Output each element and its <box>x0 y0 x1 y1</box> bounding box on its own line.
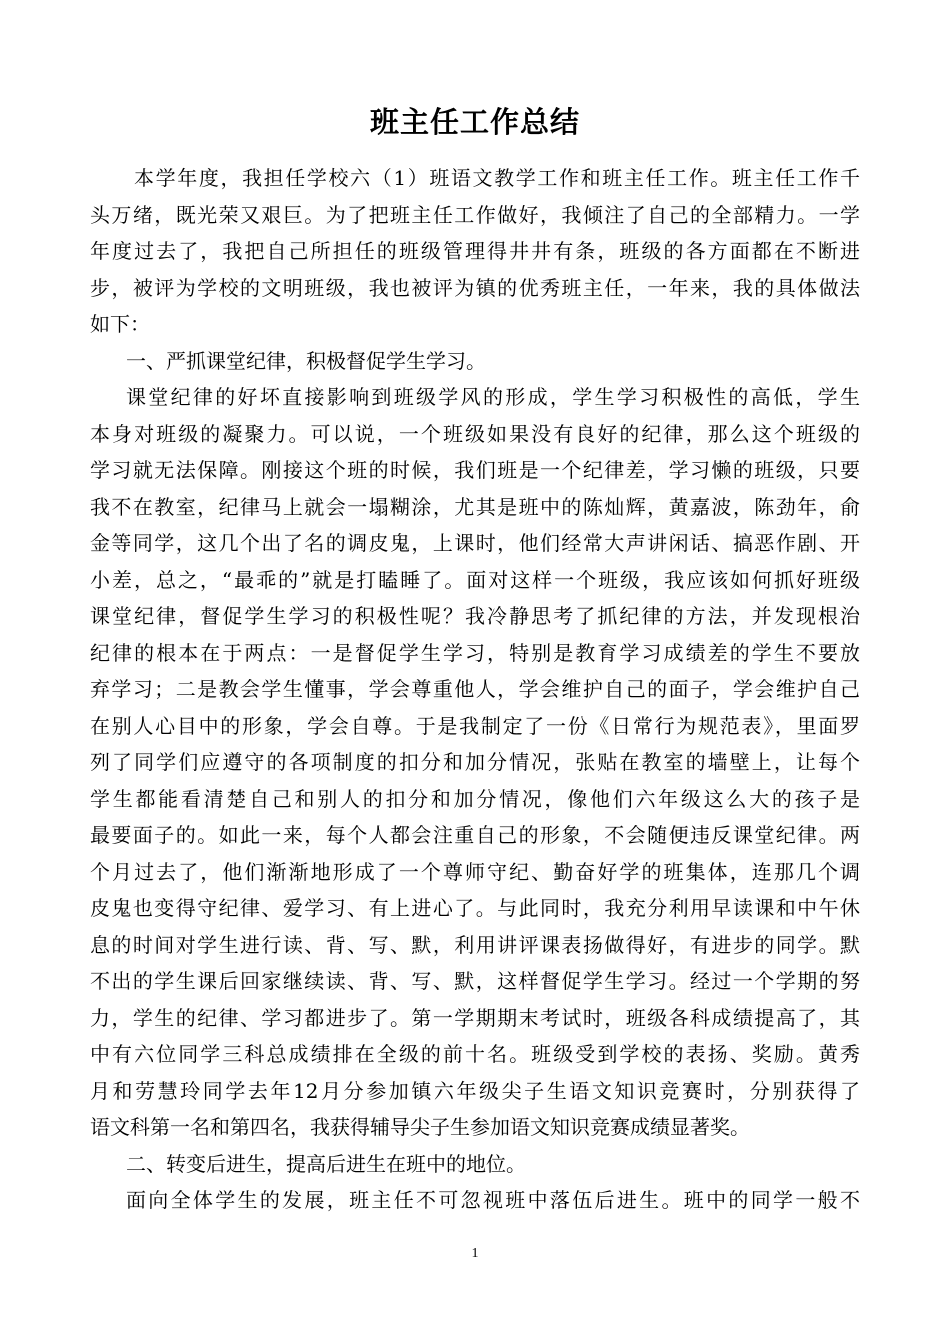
paragraph-line: 年度过去了，我把自己所担任的班级管理得井井有条，班级的各方面都在不断进 <box>90 239 860 263</box>
paragraph-line: 弃学习；二是教会学生懂事，学会尊重他人，学会维护自己的面子，学会维护自己 <box>90 677 860 701</box>
paragraph-line: 息的时间对学生进行读、背、写、默，利用讲评课表扬做得好，有进步的同学。默 <box>90 932 860 957</box>
paragraph-line: 本身对班级的凝聚力。可以说，一个班级如果没有良好的纪律，那么这个班级的 <box>90 421 860 446</box>
document-body <box>90 160 860 1219</box>
paragraph-line: 面向全体学生的发展，班主任不可忽视班中落伍后进生。班中的同学一般不 <box>126 1188 860 1212</box>
paragraph-line: 月和劳慧玲同学去年12月分参加镇六年级尖子生语文知识竞赛时，分别获得了 <box>90 1078 860 1103</box>
paragraph-line: 我不在教室，纪律马上就会一塌糊涂，尤其是班中的陈灿辉，黄嘉波，陈劲年，俞 <box>90 494 860 519</box>
paragraph-line: 列了同学们应遵守的各项制度的扣分和加分情况，张贴在教室的墙壁上，让每个 <box>90 750 860 774</box>
paragraph-line: 在别人心目中的形象，学会自尊。于是我制定了一份《日常行为规范表》，里面罗 <box>90 713 860 738</box>
paragraph-line: 纪律的根本在于两点：一是督促学生学习，特别是教育学习成绩差的学生不要放 <box>90 640 860 665</box>
section-heading: 一、严抓课堂纪律，积极督促学生学习。 <box>126 348 486 373</box>
paragraph-line: 如下： <box>90 312 150 336</box>
paragraph-line: 步，被评为学校的文明班级，我也被评为镇的优秀班主任，一年来，我的具体做法 <box>90 275 860 300</box>
paragraph-line: 学习就无法保障。刚接这个班的时候，我们班是一个纪律差，学习懒的班级，只要 <box>90 458 860 482</box>
document-title: 班主任工作总结 <box>369 105 580 139</box>
paragraph-line: 不出的学生课后回家继续读、背、写、默，这样督促学生学习。经过一个学期的努 <box>90 969 860 993</box>
paragraph-line: 皮鬼也变得守纪律、爱学习、有上进心了。与此同时，我充分利用早读课和中午休 <box>90 896 860 920</box>
page-number: 1 <box>471 1246 479 1261</box>
paragraph-line: 中有六位同学三科总成绩排在全级的前十名。班级受到学校的表扬、奖励。黄秀 <box>90 1042 860 1066</box>
paragraph-line: 本学年度，我担任学校六（1）班语文教学工作和班主任工作。班主任工作千 <box>134 166 860 190</box>
paragraph-line: 头万绪，既光荣又艰巨。为了把班主任工作做好，我倾注了自己的全部精力。一学 <box>90 202 860 227</box>
paragraph-line: 学生都能看清楚自己和别人的扣分和加分情况，像他们六年级这么大的孩子是 <box>90 786 860 811</box>
paragraph-line: 小差，总之，“最乖的”就是打瞌睡了。面对这样一个班级，我应该如何抓好班级 <box>90 567 860 592</box>
paragraph-line: 课堂纪律的好坏直接影响到班级学风的形成，学生学习积极性的高低，学生 <box>126 385 860 409</box>
paragraph-line: 语文科第一名和第四名，我获得辅导尖子生参加语文知识竞赛成绩显著奖。 <box>90 1115 750 1139</box>
paragraph-line: 个月过去了，他们渐渐地形成了一个尊师守纪、勤奋好学的班集体，连那几个调 <box>90 859 860 884</box>
section-heading: 二、转变后进生，提高后进生在班中的地位。 <box>126 1151 526 1176</box>
paragraph-line: 最要面子的。如此一来，每个人都会注重自己的形象，不会随便违反课堂纪律。两 <box>90 823 860 847</box>
paragraph-line: 课堂纪律，督促学生学习的积极性呢？我冷静思考了抓纪律的方法，并发现根治 <box>90 604 860 628</box>
paragraph-line: 金等同学，这几个出了名的调皮鬼，上课时，他们经常大声讲闲话、搞恶作剧、开 <box>90 531 860 555</box>
paragraph-line: 力，学生的纪律、学习都进步了。第一学期期末考试时，班级各科成绩提高了，其 <box>90 1005 860 1030</box>
